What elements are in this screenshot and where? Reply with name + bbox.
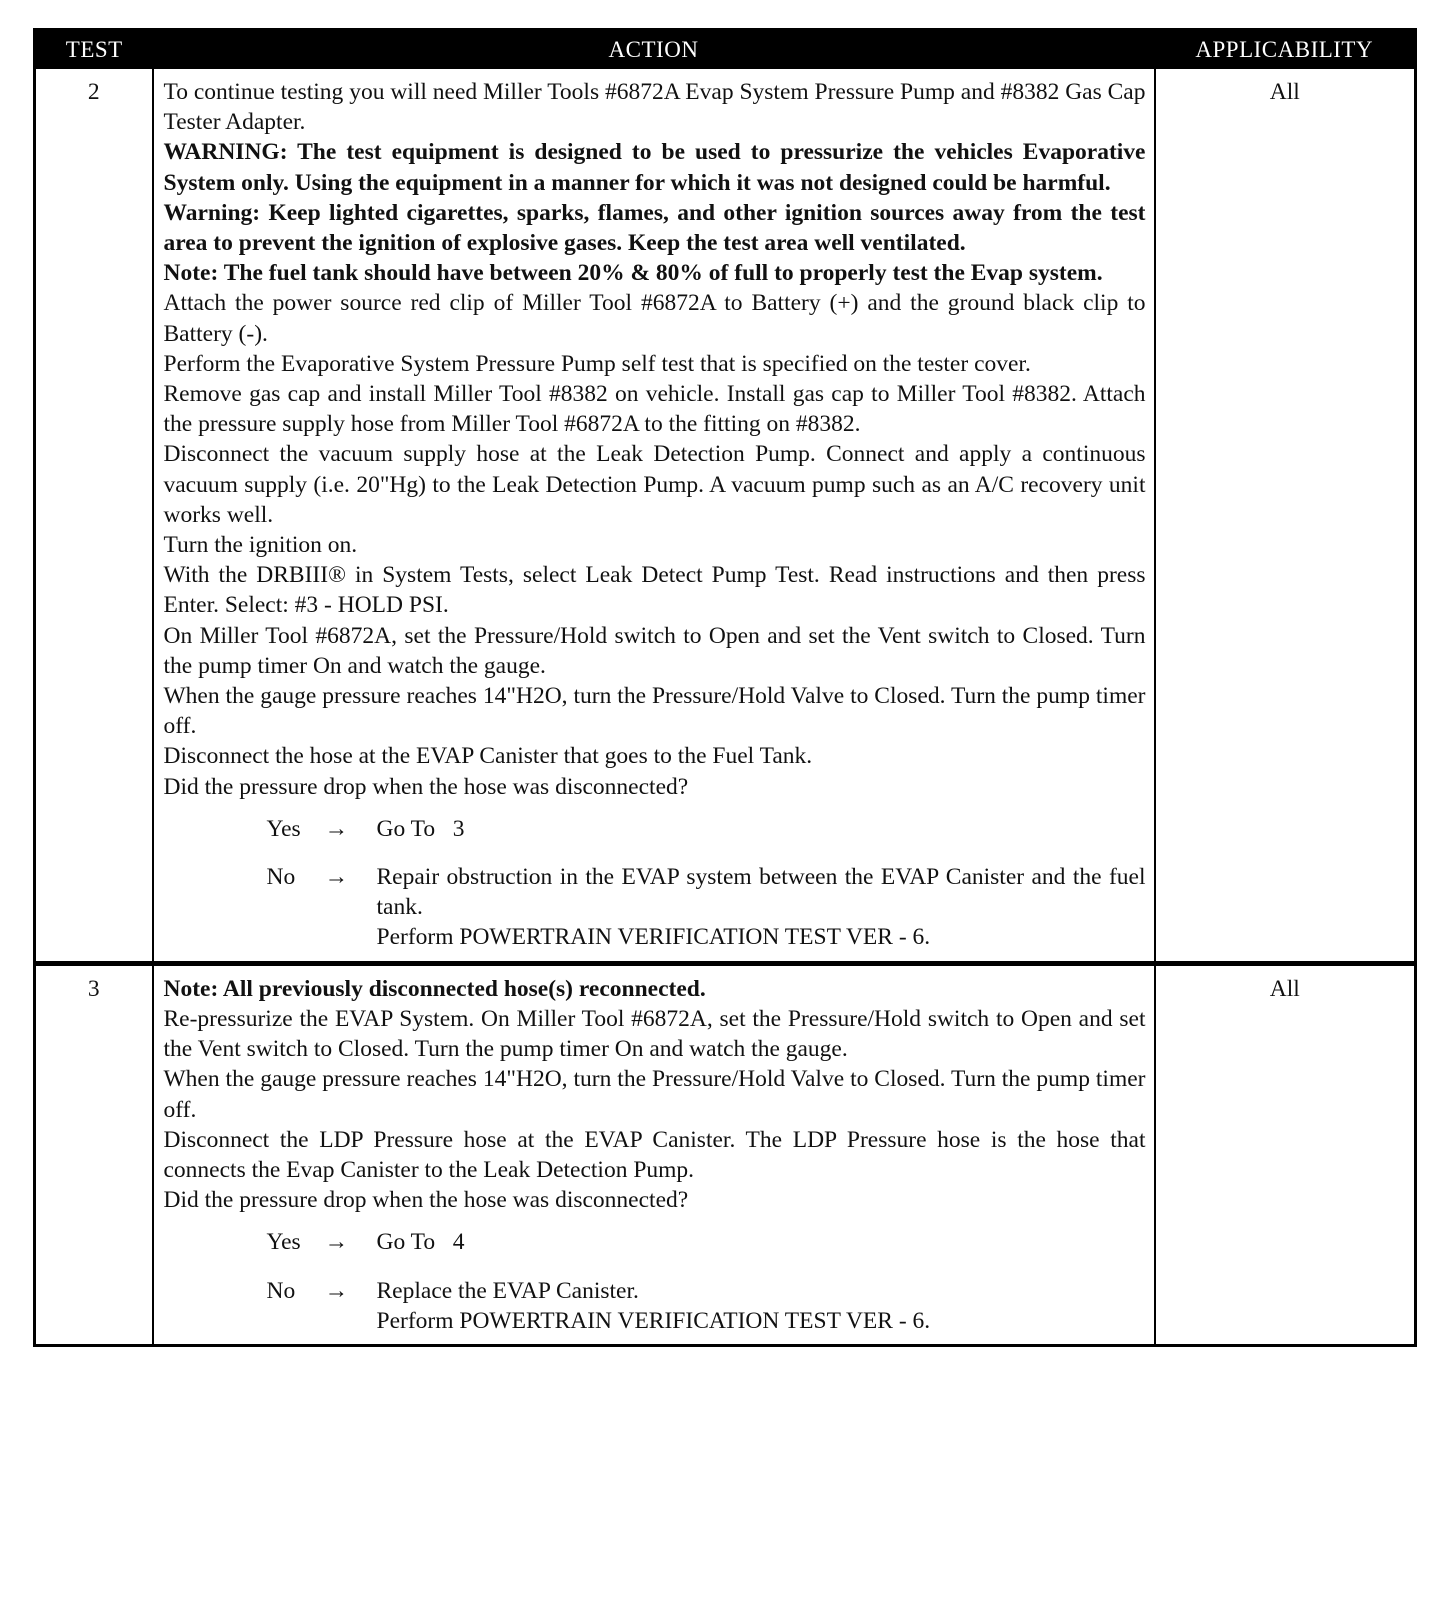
action-note: Note: The fuel tank should have between 20% & 80% of full to properly test the Evap system. — [163, 260, 1103, 287]
action-step: Remove gas cap and install Miller Tool #8382 on vehicle. Install gas cap to Miller Tool #8382. Attach the pressure supply hose from Miller Tool #6872A to the fitting on #8382. — [163, 381, 1146, 438]
action-step: Turn the ignition on. — [163, 532, 358, 559]
choice-list — [267, 1227, 1146, 1336]
choice-outcome-line: Go To 3 — [376, 815, 465, 842]
choice-yes — [267, 814, 1146, 844]
action-step: With the DRBIII® in System Tests, select Leak Detect Pump Test. Read instructions and then press Enter. Select: #3 - HOLD PSI. — [163, 562, 1146, 619]
header-test: TEST — [35, 30, 153, 70]
choice-outcome-line: Go To 4 — [376, 1229, 465, 1256]
diagnostic-table — [33, 28, 1417, 1347]
choice-outcome — [376, 862, 1152, 953]
action-cell — [153, 69, 1155, 963]
action-note: Note: All previously disconnected hose(s) reconnected. — [163, 975, 706, 1002]
choice-no — [267, 1276, 1146, 1336]
test-number: 3 — [35, 963, 153, 1345]
choice-no — [266, 862, 1152, 953]
choice-outcome — [377, 1227, 1146, 1257]
choice-outcome — [377, 814, 1146, 844]
action-step: Perform the Evaporative System Pressure Pump self test that is specified on the tester cover. — [163, 350, 1031, 377]
choice-outcome-line: Repair obstruction in the EVAP system between the EVAP Canister and the fuel tank. — [376, 864, 1152, 921]
applicability-cell: All — [1155, 963, 1416, 1345]
action-step: Did the pressure drop when the hose was disconnected? — [163, 1187, 689, 1214]
header-action: ACTION — [153, 30, 1155, 70]
action-note: Warning: Keep lighted cigarettes, sparks, flames, and other ignition sources away from the test area to prevent the ignition of explosive gases. Keep the test area well ventilated. — [163, 199, 1146, 257]
table-row — [35, 69, 1416, 963]
header-row — [35, 30, 1416, 70]
choice-label: Yes — [266, 815, 301, 842]
test-number: 2 — [35, 69, 153, 963]
action-step: To continue testing you will need Miller Tools #6872A Evap System Pressure Pump and #8382 Gas Cap Tester Adapter. — [163, 79, 1146, 136]
action-cell — [153, 963, 1155, 1345]
choice-outcome-line: Replace the EVAP Canister. — [376, 1277, 639, 1304]
choice-label: No — [266, 1277, 296, 1304]
action-note: WARNING: The test equipment is designed to be used to pressurize the vehicles Evaporative System only. Using the equipment in a manner for which it was not designed could be harmful. — [163, 139, 1146, 196]
arrow-right-icon: → — [324, 1229, 348, 1256]
action-step: Did the pressure drop when the hose was disconnected? — [163, 773, 689, 800]
arrow-right-icon: → — [324, 864, 348, 891]
choice-outcome-line: Perform POWERTRAIN VERIFICATION TEST VER - 6. — [376, 924, 931, 951]
choice-yes — [267, 1227, 1146, 1257]
action-step: Re-pressurize the EVAP System. On Miller Tool #6872A, set the Pressure/Hold switch to Open and set the Vent switch to Closed. Turn the pump timer On and watch the gauge. — [163, 1005, 1146, 1063]
action-step: Attach the power source red clip of Miller Tool #6872A to Battery (+) and the ground black clip to Battery (-). — [163, 290, 1146, 347]
action-step: Disconnect the vacuum supply hose at the Leak Detection Pump. Connect and apply a continuous vacuum supply (i.e. 20"Hg) to the Leak Detection Pump. A vacuum pump such as an A/C recovery unit works well. — [163, 441, 1146, 528]
action-step: When the gauge pressure reaches 14"H2O, turn the Pressure/Hold Valve to Closed. Turn the pump timer off. — [163, 1066, 1146, 1123]
choice-list — [266, 814, 1152, 953]
action-step: On Miller Tool #6872A, set the Pressure/Hold switch to Open and set the Vent switch to Closed. Turn the pump timer On and watch the gauge. — [163, 622, 1146, 679]
choice-label: Yes — [266, 1229, 301, 1256]
choice-outcome-line: Perform POWERTRAIN VERIFICATION TEST VER - 6. — [376, 1307, 931, 1334]
header-applicability: APPLICABILITY — [1155, 30, 1416, 70]
action-step: Disconnect the hose at the EVAP Canister that goes to the Fuel Tank. — [163, 743, 813, 770]
table-row — [35, 963, 1416, 1345]
action-step: Disconnect the LDP Pressure hose at the EVAP Canister. The LDP Pressure hose is the hose that connects the Evap Canister to the Leak Detection Pump. — [163, 1126, 1146, 1183]
choice-label: No — [266, 864, 296, 891]
choice-outcome — [377, 1276, 1146, 1336]
action-step: When the gauge pressure reaches 14"H2O, turn the Pressure/Hold Valve to Closed. Turn the pump timer off. — [163, 683, 1146, 740]
arrow-right-icon: → — [324, 1277, 348, 1304]
applicability-cell: All — [1155, 69, 1416, 963]
arrow-right-icon: → — [324, 815, 348, 842]
